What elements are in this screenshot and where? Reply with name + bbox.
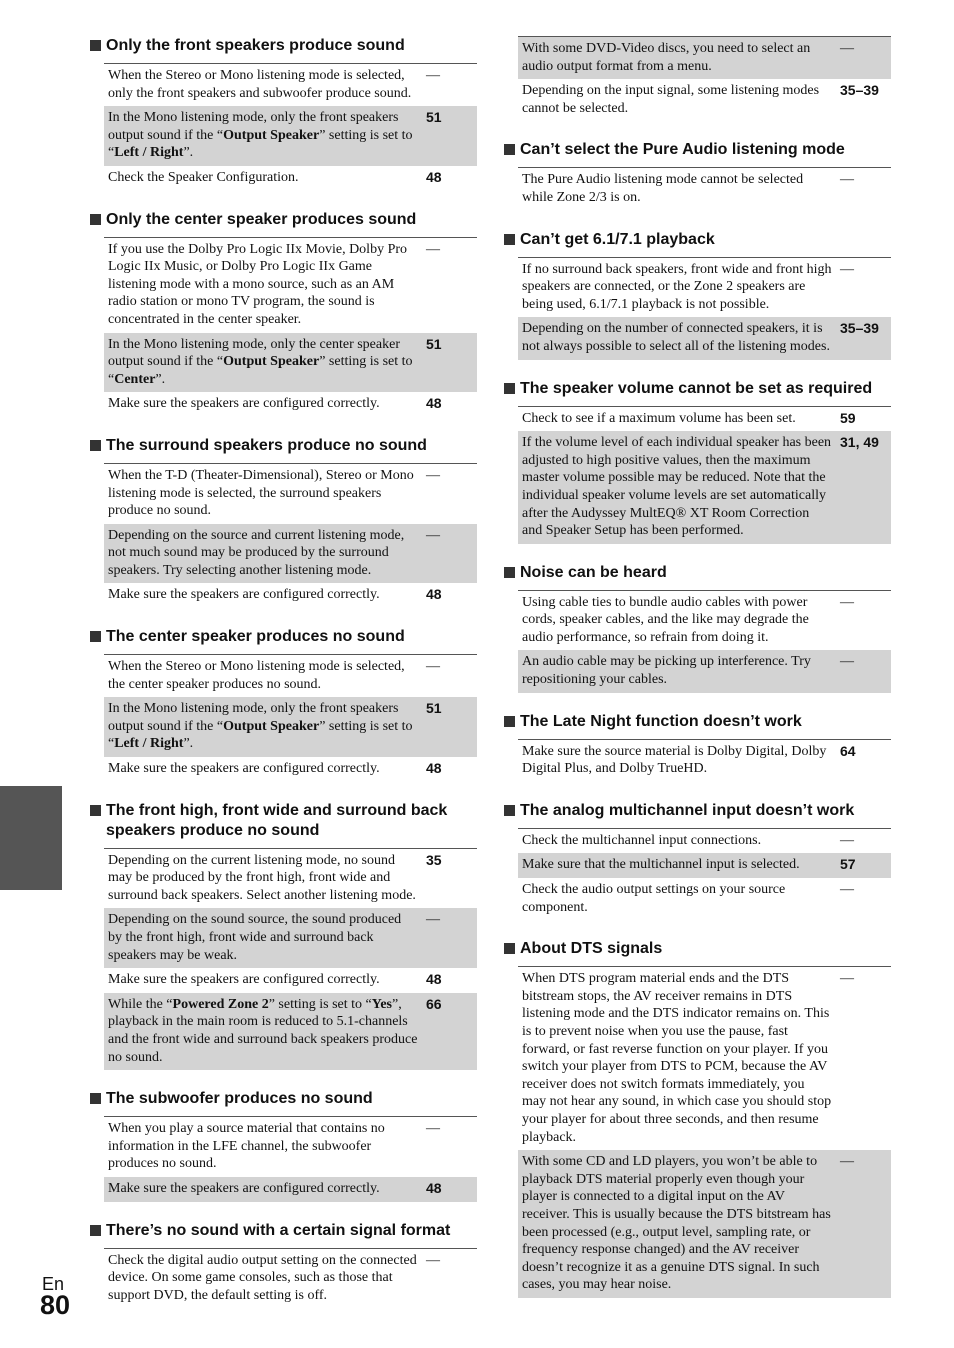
square-bullet-icon [90,1093,101,1104]
section-heading [89,801,477,848]
solution-row [104,583,477,608]
troubleshoot-section [89,1089,477,1201]
solution-row [518,829,891,854]
solution-text: In the Mono listening mode, only the front speakers output sound if the “Output Speaker” setting is set to “Left / Right”. [108,701,413,752]
section-title: There’s no sound with a certain signal format [106,1221,451,1239]
section-title: The analog multichannel input doesn’t work [520,801,855,819]
solution-text: When you play a source material that contains no information in the LFE channel, the subwoofer produces no sound. [108,1121,385,1172]
troubleshoot-section [503,563,891,693]
section-title: The surround speakers produce no sound [106,436,427,454]
solution-text: When the Stereo or Mono listening mode is selected, the center speaker produces no sound. [108,659,405,692]
troubleshoot-section [503,379,891,544]
section-title: The center speaker produces no sound [106,628,405,646]
page-reference: — [840,654,854,670]
solution-row [518,431,891,544]
page-reference: 48 [426,1179,442,1196]
solution-text: Check the multichannel input connections. [522,832,762,848]
solution-text: When DTS program material ends and the DTS bitstream stops, the AV receiver remains in DTS listening mode and the DTS indicator remains on. This is to prevent noise when you use the pause, fast forward, or fast reverse function on your player. If you switch your player from DTS to PCM, because the AV receiver does not switch formats immediately, you may not hear any sound, in which case you should stop your player for about three seconds, and then resume playback. [522,971,832,1145]
solution-row [104,757,477,782]
square-bullet-icon [90,631,101,642]
page-reference: 59 [840,409,856,426]
chapter-edge-tab [0,786,62,890]
solution-row [104,993,477,1070]
solution-text: When the T-D (Theater-Dimensional), Stereo or Mono listening mode is selected, the surround speakers produce no sound. [108,467,414,519]
section-heading [503,939,891,966]
solution-text: When the Stereo or Mono listening mode is selected, only the front speakers and subwoofer produce sound. [108,68,412,101]
solution-text: Make sure that the multichannel input is selected. [522,857,800,873]
square-bullet-icon [90,805,101,816]
page-reference: 35 [426,851,442,868]
solution-row [518,650,891,692]
solution-text: Make sure the source material is Dolby Digital, Dolby Digital Plus, and Dolby TrueHD. [522,743,827,777]
solution-text: If you use the Dolby Pro Logic IIx Movie, Dolby Pro Logic IIx Music, or Dolby Pro Logic IIx Game listening mode with a mono source, such as an AM radio station or mono TV program, the sound is concentrated in the center speaker. [108,241,408,327]
solution-text: In the Mono listening mode, only the front speakers output sound if the “Output Speaker” setting is set to “Left / Right”. [108,110,413,161]
solution-row [104,464,477,524]
solution-table [104,1248,477,1309]
troubleshoot-section [503,939,891,1298]
solution-row [518,1150,891,1298]
solution-table [518,257,891,360]
page-reference: 51 [426,335,442,352]
page-number: 80 [40,1290,71,1320]
square-bullet-icon [504,234,515,245]
section-title: Noise can be heard [520,563,667,581]
solution-row [104,908,477,968]
page-reference: — [426,1121,440,1137]
section-heading [503,563,891,590]
solution-row [518,258,891,318]
solution-table [518,590,891,693]
page-reference: — [840,261,854,277]
solution-row [104,697,477,757]
solution-row [518,740,891,782]
solution-row [518,967,891,1150]
square-bullet-icon [504,383,515,394]
page-reference: — [840,594,854,610]
solution-row [104,333,477,393]
solution-text: An audio cable may be picking up interference. Try repositioning your cables. [522,654,811,688]
page-reference: 64 [840,742,856,759]
solution-table [518,828,891,920]
page-reference: 48 [426,586,442,603]
solution-text: Make sure the speakers are configured correctly. [108,587,380,603]
troubleshoot-section [503,36,891,121]
solution-text: Check the Speaker Configuration. [108,169,299,185]
troubleshoot-section [503,801,891,920]
page-reference: — [840,172,854,188]
page-reference: — [426,912,440,928]
page-reference: — [840,971,854,987]
solution-table [104,463,477,608]
solution-table [518,739,891,782]
page-reference: — [426,467,440,483]
section-heading [89,36,477,63]
section-title: About DTS signals [520,940,663,958]
solution-row [104,1177,477,1202]
solution-row [104,392,477,417]
solution-row [104,524,477,584]
square-bullet-icon [504,567,515,578]
page-reference: 57 [840,856,856,873]
solution-text: Using cable ties to bundle audio cables with power cords, speaker cables, and the like may degrade the audio performance, so refrain from doing it. [522,594,809,645]
troubleshoot-section [89,1221,477,1309]
solution-row [518,37,891,79]
solution-table [518,36,891,121]
section-heading [89,436,477,463]
section-title: Only the front speakers produce sound [106,37,405,54]
page-reference: — [426,527,440,543]
solution-text: If no surround back speakers, front wide and front high speakers are connected, or the Zone 2 speakers are being used, 6.1/7.1 playback is not possible. [522,261,832,312]
solution-row [104,968,477,993]
page-reference: 35–39 [840,82,879,99]
solution-text: With some DVD-Video discs, you need to select an audio output format from a menu. [522,41,811,74]
page-reference: — [426,1252,440,1268]
troubleshoot-section [89,801,477,1071]
section-title: The subwoofer produces no sound [106,1090,373,1108]
solution-table [104,654,477,782]
page-reference: — [840,832,854,848]
solution-text: Depending on the input signal, some listening modes cannot be selected. [522,83,820,116]
page-reference: 31, 49 [840,434,879,451]
solution-text: If the volume level of each individual speaker has been adjusted to high positive values, then the maximum master volume possible may be reduced. Note that the individual speaker volume levels are set automatically after the Audyssey MultEQ® XT Room Correction and Speaker Setup has been performed. [522,435,832,539]
section-title: Only the center speaker produces sound [106,210,417,228]
section-title: Can’t select the Pure Audio listening mode [520,141,845,159]
solution-table [518,167,891,210]
solution-row [104,1249,477,1309]
page-reference: — [426,241,440,257]
solution-text: Check to see if a maximum volume has been set. [522,410,796,426]
square-bullet-icon [90,40,101,51]
page-reference: 48 [426,760,442,777]
solution-table [104,63,477,191]
troubleshoot-section [89,627,477,782]
troubleshoot-section [503,712,891,782]
section-heading [89,1221,477,1248]
solution-text: With some CD and LD players, you won’t be able to playback DTS material properly even though your player is connected to a digital input on the AV receiver. This is usually because the DTS bitstream has been processed (e.g., output level, sampling rate, or frequency response changed) and the AV receiver doesn’t recognize it as a genuine DTS signal. In such cases, you may hear noise. [522,1154,831,1293]
solution-text: In the Mono listening mode, only the center speaker output sound if the “Output Speaker” setting is set to “Center”. [108,336,413,387]
solution-row [518,853,891,878]
solution-row [104,1117,477,1177]
section-heading [89,210,477,237]
solution-text: Depending on the current listening mode, no sound may be produced by the front high, front wide and surround back speakers. Select another listening mode. [108,852,416,903]
solution-table [518,406,891,544]
solution-table [104,1116,477,1201]
troubleshoot-section [503,140,891,210]
language-label: En [42,1274,65,1294]
solution-text: While the “Powered Zone 2” setting is set to “Yes”, playback in the main room is reduced to 5.1-channels and the front wide and surround back speakers produce no sound. [108,996,418,1065]
section-title: The front high, front wide and surround back speakers produce no sound [106,801,448,839]
solution-row [104,655,477,697]
solution-row [104,238,477,333]
solution-row [104,64,477,106]
solution-row [518,407,891,432]
solution-text: Make sure the speakers are configured correctly. [108,396,380,412]
section-heading [503,801,891,828]
solution-text: Make sure the speakers are configured correctly. [108,1180,380,1196]
solution-table [104,237,477,417]
solution-text: Make sure the speakers are configured correctly. [108,761,380,777]
section-heading [503,712,891,739]
solution-text: Depending on the source and current listening mode, not much sound may be produced by the surround speakers. Try selecting another listening mode. [108,527,405,578]
solution-row [104,106,477,166]
page-reference: — [840,882,854,898]
page-reference: 48 [426,168,442,185]
page-reference: — [426,68,440,83]
page-reference: 66 [426,995,442,1012]
square-bullet-icon [90,1225,101,1236]
solution-table [518,966,891,1298]
page-reference: 51 [426,109,442,126]
page-reference: 51 [426,700,442,717]
solution-row [518,79,891,121]
solution-table [104,848,477,1071]
page-reference: — [840,41,854,56]
square-bullet-icon [504,144,515,155]
section-heading [503,379,891,406]
solution-row [518,878,891,920]
solution-row [518,591,891,651]
solution-row [104,849,477,909]
page-reference: 48 [426,971,442,988]
square-bullet-icon [504,943,515,954]
square-bullet-icon [90,214,101,225]
solution-text: Check the digital audio output setting on the connected device. On some game consoles, such as those that support DVD, the default setting is off. [108,1252,417,1303]
left-column [89,36,477,1327]
square-bullet-icon [90,440,101,451]
troubleshoot-section [89,36,477,191]
solution-text: Make sure the speakers are configured correctly. [108,972,380,988]
section-title: Can’t get 6.1/7.1 playback [520,230,715,248]
solution-row [518,317,891,359]
section-heading [503,230,891,257]
solution-text: Check the audio output settings on your source component. [522,882,786,915]
troubleshoot-section [503,230,891,360]
page-reference: — [840,1154,854,1170]
section-title: The Late Night function doesn’t work [520,712,802,730]
troubleshoot-section [89,436,477,608]
square-bullet-icon [504,805,515,816]
right-column [503,36,891,1317]
section-heading [89,627,477,654]
page-reference: — [426,659,440,675]
solution-row [104,166,477,191]
page-reference: 35–39 [840,320,879,337]
troubleshoot-section [89,210,477,417]
section-title: The speaker volume cannot be set as required [520,379,873,397]
solution-row [518,168,891,210]
section-heading [89,1089,477,1116]
solution-text: Depending on the number of connected speakers, it is not always possible to select all of the listening modes. [522,321,830,354]
solution-text: Depending on the sound source, the sound produced by the front high, front wide and surround back speakers may be weak. [108,912,402,963]
square-bullet-icon [504,716,515,727]
section-heading [503,140,891,167]
solution-text: The Pure Audio listening mode cannot be selected while Zone 2/3 is on. [522,172,804,205]
page-reference: 48 [426,395,442,412]
